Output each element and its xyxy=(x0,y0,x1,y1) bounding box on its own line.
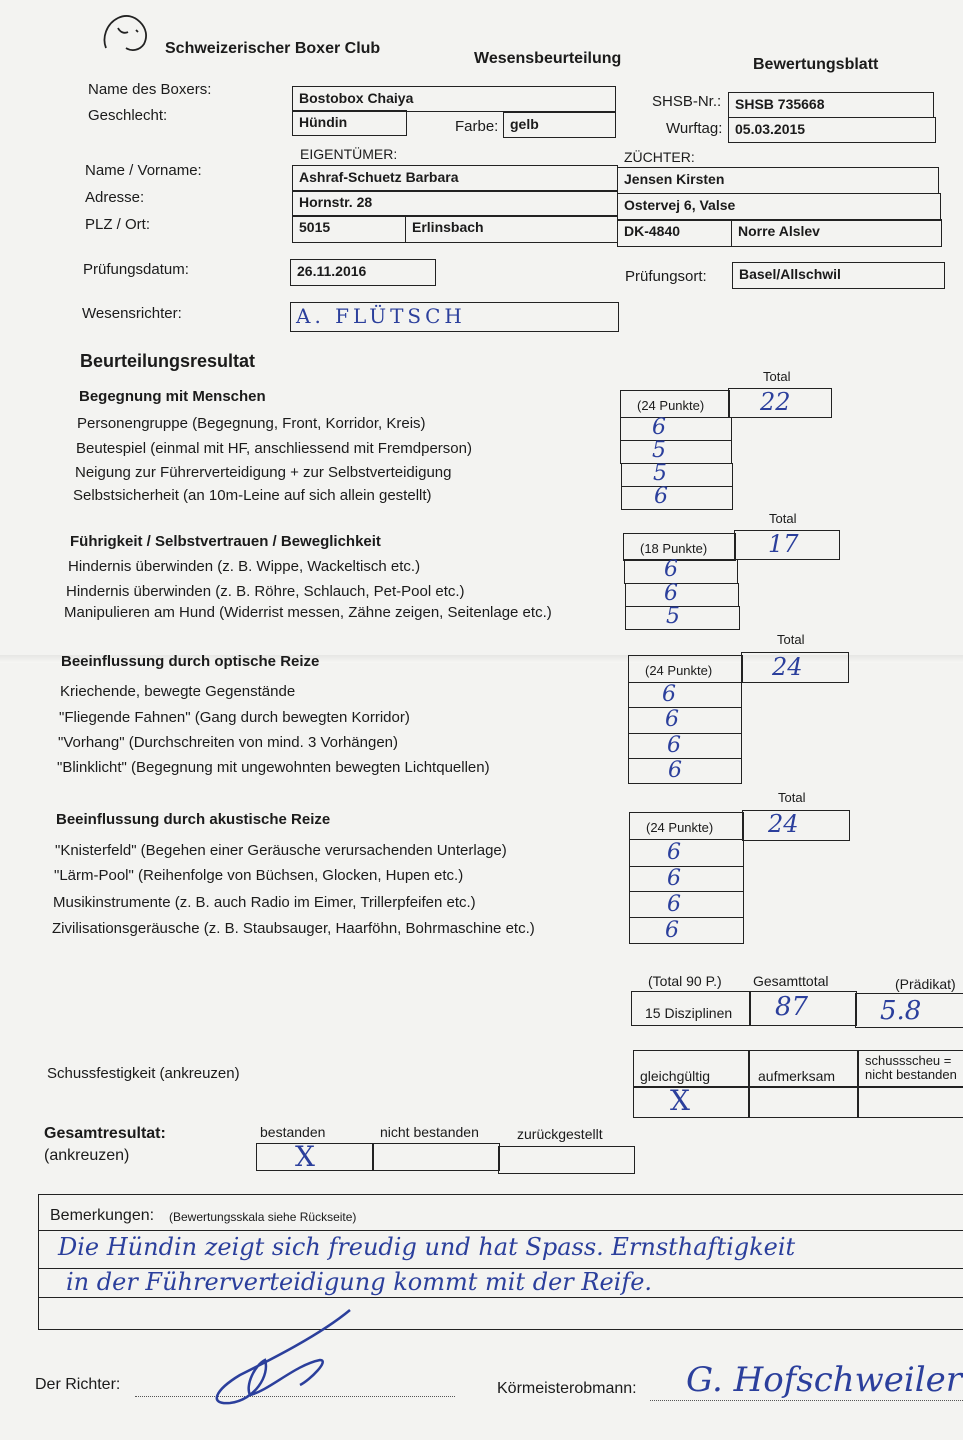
score-cell xyxy=(628,758,742,784)
criterion-label: Musikinstrumente (z. B. auch Radio im Eimer, Trillerpfeifen etc.) xyxy=(53,894,476,911)
points-cell: (24 Punkte) xyxy=(620,390,730,418)
score-value: 6 xyxy=(665,707,679,732)
overall-check-mark: X xyxy=(295,1140,315,1173)
breeder-name-field: Jensen Kirsten xyxy=(617,167,939,194)
sex-field: Hündin xyxy=(292,110,407,136)
criterion-label: "Lärm-Pool" (Reihenfolge von Büchsen, Glocken, Hupen etc.) xyxy=(54,867,464,884)
shot-option-label: schussscheu = nicht bestanden xyxy=(865,1054,957,1082)
score-value: 6 xyxy=(664,581,678,606)
shot-option-label: aufmerksam xyxy=(758,1068,836,1084)
criterion-label: Neigung zur Führerverteidigung + zur Selbstverteidigung xyxy=(75,464,452,481)
criterion-label: "Vorhang" (Durchschreiten von mind. 3 Vorhängen) xyxy=(58,734,399,751)
color-label: Farbe: xyxy=(455,118,499,135)
score-value: 6 xyxy=(652,415,666,440)
overall-label: Gesamtresultat: xyxy=(44,1125,166,1142)
chief-signature: G. Hofschweiler xyxy=(686,1360,963,1400)
score-cell xyxy=(628,707,742,734)
boxer-logo-icon xyxy=(96,10,156,60)
exam-date-field: 26.11.2016 xyxy=(290,259,436,286)
section-total: 24 xyxy=(768,810,799,838)
owner-header: EIGENTÜMER: xyxy=(300,146,398,162)
score-value: 6 xyxy=(667,840,681,865)
score-value: 6 xyxy=(667,733,681,758)
overall-check-cell[interactable] xyxy=(498,1146,635,1174)
chief-sign-line xyxy=(650,1400,963,1401)
shot-check-mark: X xyxy=(670,1084,690,1117)
points-cell: (24 Punkte) xyxy=(628,655,743,683)
remarks-note: (Bewertungsskala siehe Rückseite) xyxy=(169,1210,357,1224)
score-value: 5 xyxy=(652,438,666,463)
person-name-label: Name / Vorname: xyxy=(85,162,202,179)
grand-total-label: Gesamttotal xyxy=(753,973,829,989)
total-label: Total xyxy=(763,369,791,384)
disciplines-label: 15 Disziplinen xyxy=(645,1005,733,1021)
breeder-address-field: Ostervej 6, Valse xyxy=(617,193,941,221)
owner-address-field: Hornstr. 28 xyxy=(292,190,618,217)
grand-total-value: 87 xyxy=(775,992,809,1022)
remarks-line: Die Hündin zeigt sich freudig und hat Spass. Ernsthaftigkeit xyxy=(58,1233,796,1261)
criterion-label: Hindernis überwinden (z. B. Wippe, Wackeltisch etc.) xyxy=(68,558,421,575)
total-label: Total xyxy=(778,790,806,805)
judge-signature xyxy=(200,1305,390,1410)
remarks-rule xyxy=(38,1230,963,1231)
score-cell xyxy=(629,866,744,892)
overall-option-label: bestanden xyxy=(260,1124,326,1140)
exam-date-label: Prüfungsdatum: xyxy=(83,261,189,278)
zip-label: PLZ / Ort: xyxy=(85,216,151,233)
result-title: Beurteilungsresultat xyxy=(80,351,256,371)
shot-label: Schussfestigkeit (ankreuzen) xyxy=(47,1065,240,1082)
score-cell xyxy=(628,733,742,759)
score-cell xyxy=(629,917,744,944)
score-value: 6 xyxy=(654,484,668,509)
sheet-label: Bewertungsblatt xyxy=(753,56,879,73)
criterion-label: Selbstsicherheit (an 10m-Leine auf sich allein gestellt) xyxy=(73,487,432,504)
criterion-label: Beutespiel (einmal mit HF, anschliessend mit Fremdperson) xyxy=(76,440,472,457)
remarks-label: Bemerkungen: xyxy=(50,1207,155,1224)
criterion-label: "Knisterfeld" (Begehen einer Geräusche verursachenden Unterlage) xyxy=(55,842,507,859)
criterion-label: Personengruppe (Begegnung, Front, Korridor, Kreis) xyxy=(77,415,426,432)
exam-place-label: Prüfungsort: xyxy=(625,268,707,285)
score-cell xyxy=(628,682,742,708)
judge-label: Wesensrichter: xyxy=(82,305,182,322)
score-cell xyxy=(620,417,732,441)
section-title: Führigkeit / Selbstvertrauen / Beweglichkeit xyxy=(70,533,381,550)
breeder-header: ZÜCHTER: xyxy=(624,149,695,165)
overall-option-label: nicht bestanden xyxy=(380,1124,479,1140)
score-cell xyxy=(624,559,738,584)
score-cell xyxy=(629,891,744,918)
judge-stamp: A. FLÜTSCH xyxy=(296,304,466,328)
rating-value: 5.8 xyxy=(880,996,922,1026)
section-title: Beeinflussung durch optische Reize xyxy=(61,653,320,670)
total-label: Total xyxy=(769,511,797,526)
score-cell xyxy=(629,839,744,867)
score-cell xyxy=(625,583,739,607)
color-field: gelb xyxy=(503,112,616,138)
judge-sign-label: Der Richter: xyxy=(35,1376,121,1393)
points-cell: (18 Punkte) xyxy=(623,533,736,561)
section-title: Beeinflussung durch akustische Reize xyxy=(56,811,331,828)
shsb-label: SHSB-Nr.: xyxy=(652,93,722,110)
criterion-label: Manipulieren am Hund (Widerrist messen, Zähne zeigen, Seitenlage etc.) xyxy=(64,604,552,621)
total-label: Total xyxy=(777,632,805,647)
overall-option-label: zurückgestellt xyxy=(517,1126,603,1142)
score-cell xyxy=(620,440,732,464)
points-cell: (24 Punkte) xyxy=(629,812,744,840)
whelp-field: 05.03.2015 xyxy=(728,117,936,143)
criterion-label: "Fliegende Fahnen" (Gang durch bewegten Korridor) xyxy=(59,709,410,726)
overall-sub: (ankreuzen) xyxy=(44,1147,130,1164)
criterion-label: Hindernis überwinden (z. B. Röhre, Schlauch, Pet-Pool etc.) xyxy=(66,583,465,600)
sex-label: Geschlecht: xyxy=(88,107,168,124)
chief-sign-label: Körmeisterobmann: xyxy=(497,1380,637,1397)
max-points-label: (Total 90 P.) xyxy=(648,973,722,989)
score-cell xyxy=(625,606,740,630)
criterion-label: "Blinklicht" (Begegnung mit ungewohnten bewegten Lichtquellen) xyxy=(57,759,490,776)
score-cell xyxy=(621,486,733,510)
form-title: Wesensbeurteilung xyxy=(474,50,622,67)
dog-name-field: Bostobox Chaiya xyxy=(292,86,616,112)
owner-city-field: Erlinsbach xyxy=(405,215,618,243)
overall-check-cell[interactable] xyxy=(256,1143,374,1171)
score-cell xyxy=(621,463,733,487)
shot-check-cell[interactable] xyxy=(857,1086,963,1118)
dog-name-label: Name des Boxers: xyxy=(88,81,212,98)
section-total: 17 xyxy=(768,530,799,558)
shsb-field: SHSB 735668 xyxy=(728,92,934,118)
owner-name-field: Ashraf-Schuetz Barbara xyxy=(292,165,618,192)
breeder-city-field: Norre Alslev xyxy=(731,219,942,247)
score-value: 6 xyxy=(667,866,681,891)
criterion-label: Zivilisationsgeräusche (z. B. Staubsauger, Haarföhn, Bohrmaschine etc.) xyxy=(52,920,535,937)
criterion-label: Kriechende, bewegte Gegenstände xyxy=(60,683,296,700)
rating-label: (Prädikat) xyxy=(895,976,956,992)
club-name: Schweizerischer Boxer Club xyxy=(165,40,381,57)
remarks-line: in der Führerverteidigung kommt mit der Reife. xyxy=(66,1268,653,1296)
section-total: 22 xyxy=(760,388,791,416)
score-value: 6 xyxy=(662,682,676,707)
score-value: 6 xyxy=(668,758,682,783)
section-total: 24 xyxy=(772,653,803,681)
shot-option-label: gleichgültig xyxy=(640,1068,711,1084)
shot-check-cell[interactable] xyxy=(633,1086,750,1118)
score-value: 5 xyxy=(653,461,667,486)
score-value: 6 xyxy=(667,892,681,917)
shot-check-cell[interactable] xyxy=(748,1086,859,1118)
remarks-rule xyxy=(38,1297,963,1298)
whelp-label: Wurftag: xyxy=(666,120,723,137)
address-label: Adresse: xyxy=(85,189,145,206)
exam-place-field: Basel/Allschwil xyxy=(732,262,945,289)
score-value: 5 xyxy=(666,604,680,629)
breeder-zip-field: DK-4840 xyxy=(617,219,732,247)
score-value: 6 xyxy=(665,918,679,943)
score-value: 6 xyxy=(664,557,678,582)
owner-zip-field: 5015 xyxy=(292,215,406,243)
section-title: Begegnung mit Menschen xyxy=(79,388,266,405)
overall-check-cell[interactable] xyxy=(372,1143,500,1171)
